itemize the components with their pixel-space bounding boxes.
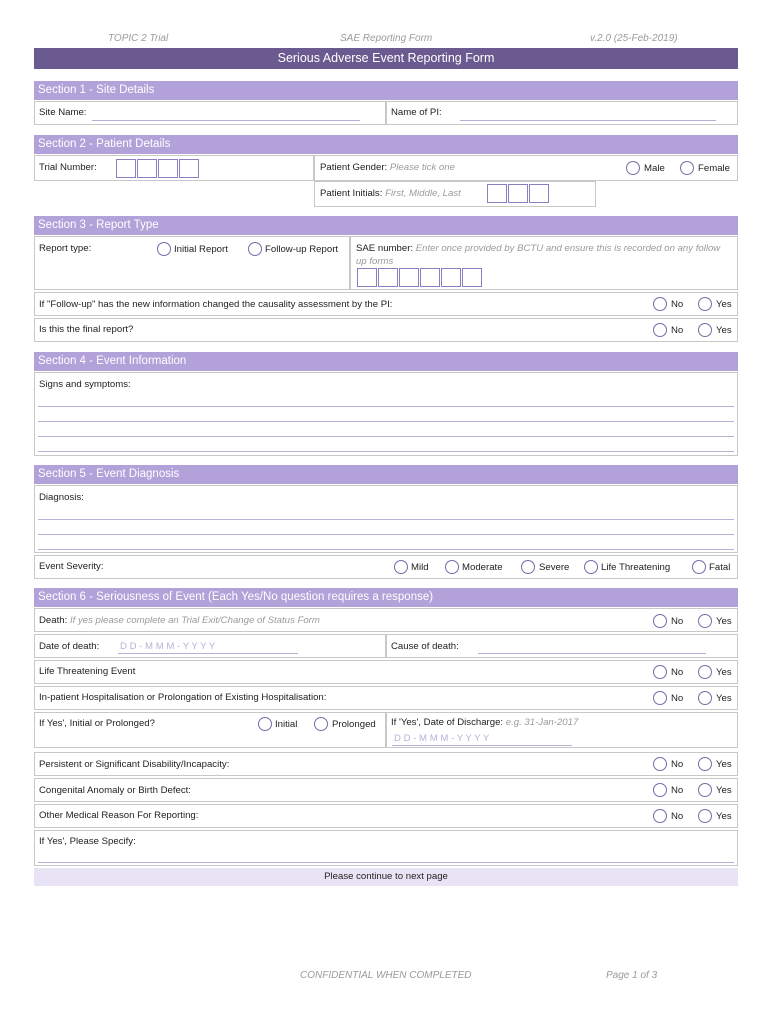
sae-number-box-6[interactable] — [462, 268, 482, 287]
death-label — [39, 615, 320, 626]
severity-fatal-label: Fatal — [709, 562, 731, 573]
causality-no-label: No — [671, 299, 684, 310]
specify-line — [38, 862, 734, 863]
hospitalisation-yes-radio[interactable] — [698, 691, 712, 705]
header-trial: TOPIC 2 Trial — [108, 33, 169, 44]
other-medical-yes-label: Yes — [716, 811, 732, 822]
final-yes-label: Yes — [716, 325, 732, 336]
causality-question: If "Follow-up" has the new information changed the causality assessment by the PI: — [39, 299, 393, 310]
life-threatening-yes-label: Yes — [716, 667, 732, 678]
signs-line-2 — [38, 421, 734, 422]
gender-label — [320, 162, 455, 173]
cause-of-death-label: Cause of death: — [391, 641, 459, 652]
congenital-label: Congenital Anomaly or Birth Defect: — [39, 785, 191, 796]
discharge-label — [391, 717, 578, 728]
death-yes-label: Yes — [716, 616, 732, 627]
section6-heading: Section 6 - Seriousness of Event (Each Yes/No question requires a response) — [34, 588, 738, 607]
initial-prolonged-label: If Yes', Initial or Prolonged? — [39, 718, 155, 729]
discharge-hint: e.g. 31-Jan-2017 — [505, 717, 579, 728]
congenital-no-radio[interactable] — [653, 783, 667, 797]
initials-label-text: Patient Initials: — [320, 188, 383, 199]
initials-hint: First, Middle, Last — [385, 188, 461, 199]
section4-heading: Section 4 - Event Information — [34, 352, 738, 371]
final-no-radio[interactable] — [653, 323, 667, 337]
severity-life-threatening-label: Life Threatening — [601, 562, 671, 573]
report-type-label: Report type: — [39, 243, 92, 254]
initial-report-label: Initial Report — [174, 244, 228, 255]
trial-number-box-2[interactable] — [137, 159, 157, 178]
life-threatening-row — [34, 660, 738, 684]
date-of-death-label: Date of death: — [39, 641, 100, 652]
other-medical-label: Other Medical Reason For Reporting: — [39, 810, 199, 821]
diagnosis-line-3 — [38, 549, 734, 550]
section2-heading: Section 2 - Patient Details — [34, 135, 738, 154]
severity-label: Event Severity: — [39, 561, 104, 572]
header-form-name: SAE Reporting Form — [340, 33, 433, 44]
gender-male-label: Male — [644, 163, 665, 174]
sae-number-box-2[interactable] — [378, 268, 398, 287]
trial-number-box-1[interactable] — [116, 159, 136, 178]
trial-number-label: Trial Number: — [39, 162, 97, 173]
hospitalisation-no-radio[interactable] — [653, 691, 667, 705]
prolonged-radio[interactable] — [314, 717, 328, 731]
initial-label: Initial — [275, 719, 298, 730]
trial-number-box-4[interactable] — [179, 159, 199, 178]
sae-number-label — [356, 242, 732, 268]
initial-radio[interactable] — [258, 717, 272, 731]
gender-hint: Please tick one — [389, 162, 455, 173]
death-label-text: Death: — [39, 615, 68, 626]
date-of-death-line — [118, 653, 298, 654]
footer-page-number: Page 1 of 3 — [606, 970, 658, 981]
other-medical-no-label: No — [671, 811, 684, 822]
sae-number-hint: Enter once provided by BCTU and ensure this is recorded on any follow up forms — [356, 243, 721, 267]
life-threatening-label: Life Threatening Event — [39, 666, 136, 677]
sae-number-label-text: SAE number: — [356, 243, 414, 254]
signs-symptoms-label: Signs and symptoms: — [39, 379, 131, 390]
section3-heading: Section 3 - Report Type — [34, 216, 738, 235]
congenital-yes-radio[interactable] — [698, 783, 712, 797]
severity-severe-radio[interactable] — [521, 560, 535, 574]
initials-box-last[interactable] — [529, 184, 549, 203]
gender-male-radio[interactable] — [626, 161, 640, 175]
death-no-label: No — [671, 616, 684, 627]
signs-line-1 — [38, 406, 734, 407]
date-of-death-placeholder: D D - M M M - Y Y Y Y — [120, 641, 216, 652]
section5-heading: Section 5 - Event Diagnosis — [34, 465, 738, 484]
discharge-label-text: If 'Yes', Date of Discharge: — [391, 717, 504, 728]
sae-number-box-1[interactable] — [357, 268, 377, 287]
severity-moderate-radio[interactable] — [445, 560, 459, 574]
severity-fatal-radio[interactable] — [692, 560, 706, 574]
causality-yes-label: Yes — [716, 299, 732, 310]
header-version: v.2.0 (25-Feb-2019) — [590, 33, 678, 44]
sae-number-box-4[interactable] — [420, 268, 440, 287]
trial-number-box-3[interactable] — [158, 159, 178, 178]
followup-report-label: Follow-up Report — [265, 244, 339, 255]
life-threatening-no-radio[interactable] — [653, 665, 667, 679]
discharge-date-placeholder: D D - M M M - Y Y Y Y — [394, 733, 490, 744]
signs-line-3 — [38, 436, 734, 437]
other-medical-yes-radio[interactable] — [698, 809, 712, 823]
prolonged-label: Prolonged — [332, 719, 376, 730]
life-threatening-no-label: No — [671, 667, 684, 678]
gender-label-text: Patient Gender: — [320, 162, 388, 173]
death-yes-radio[interactable] — [698, 614, 712, 628]
site-name-line — [92, 120, 360, 121]
initials-label — [320, 188, 461, 199]
diagnosis-line-1 — [38, 519, 734, 520]
disability-no-radio[interactable] — [653, 757, 667, 771]
initials-box-first[interactable] — [487, 184, 507, 203]
severity-moderate-label: Moderate — [462, 562, 503, 573]
congenital-yes-label: Yes — [716, 785, 732, 796]
gender-female-radio[interactable] — [680, 161, 694, 175]
disability-yes-radio[interactable] — [698, 757, 712, 771]
diagnosis-label: Diagnosis: — [39, 492, 84, 503]
initial-report-radio[interactable] — [157, 242, 171, 256]
sae-number-box-5[interactable] — [441, 268, 461, 287]
severity-life-threatening-radio[interactable] — [584, 560, 598, 574]
initials-box-middle[interactable] — [508, 184, 528, 203]
specify-label: If Yes', Please Specify: — [39, 836, 136, 847]
final-report-row — [34, 318, 738, 342]
pi-name-label: Name of PI: — [391, 107, 442, 118]
continue-note: Please continue to next page — [34, 868, 738, 886]
causality-no-radio[interactable] — [653, 297, 667, 311]
hospitalisation-label: In-patient Hospitalisation or Prolongation of Existing Hospitalisation: — [39, 692, 327, 703]
causality-yes-radio[interactable] — [698, 297, 712, 311]
form-title: Serious Adverse Event Reporting Form — [34, 48, 738, 69]
footer-confidential: CONFIDENTIAL WHEN COMPLETED — [300, 970, 472, 981]
disability-yes-label: Yes — [716, 759, 732, 770]
death-hint: If yes please complete an Trial Exit/Change of Status Form — [69, 615, 320, 626]
final-yes-radio[interactable] — [698, 323, 712, 337]
final-no-label: No — [671, 325, 684, 336]
section1-heading: Section 1 - Site Details — [34, 81, 738, 100]
hospitalisation-no-label: No — [671, 693, 684, 704]
severity-mild-label: Mild — [411, 562, 429, 573]
followup-report-radio[interactable] — [248, 242, 262, 256]
gender-female-label: Female — [698, 163, 730, 174]
severity-mild-radio[interactable] — [394, 560, 408, 574]
site-name-field[interactable] — [34, 101, 386, 125]
congenital-no-label: No — [671, 785, 684, 796]
disability-label: Persistent or Significant Disability/Incapacity: — [39, 759, 230, 770]
signs-line-4 — [38, 451, 734, 452]
diagnosis-line-2 — [38, 534, 734, 535]
specify-field[interactable] — [34, 830, 738, 866]
other-medical-no-radio[interactable] — [653, 809, 667, 823]
discharge-date-line — [392, 745, 572, 746]
severity-severe-label: Severe — [539, 562, 570, 573]
death-no-radio[interactable] — [653, 614, 667, 628]
hospitalisation-yes-label: Yes — [716, 693, 732, 704]
disability-no-label: No — [671, 759, 684, 770]
cause-of-death-line — [478, 653, 706, 654]
signs-symptoms-field[interactable] — [34, 372, 738, 456]
sae-number-box-3[interactable] — [399, 268, 419, 287]
pi-name-line — [460, 120, 716, 121]
site-name-label: Site Name: — [39, 107, 87, 118]
final-report-question: Is this the final report? — [39, 324, 134, 335]
life-threatening-yes-radio[interactable] — [698, 665, 712, 679]
